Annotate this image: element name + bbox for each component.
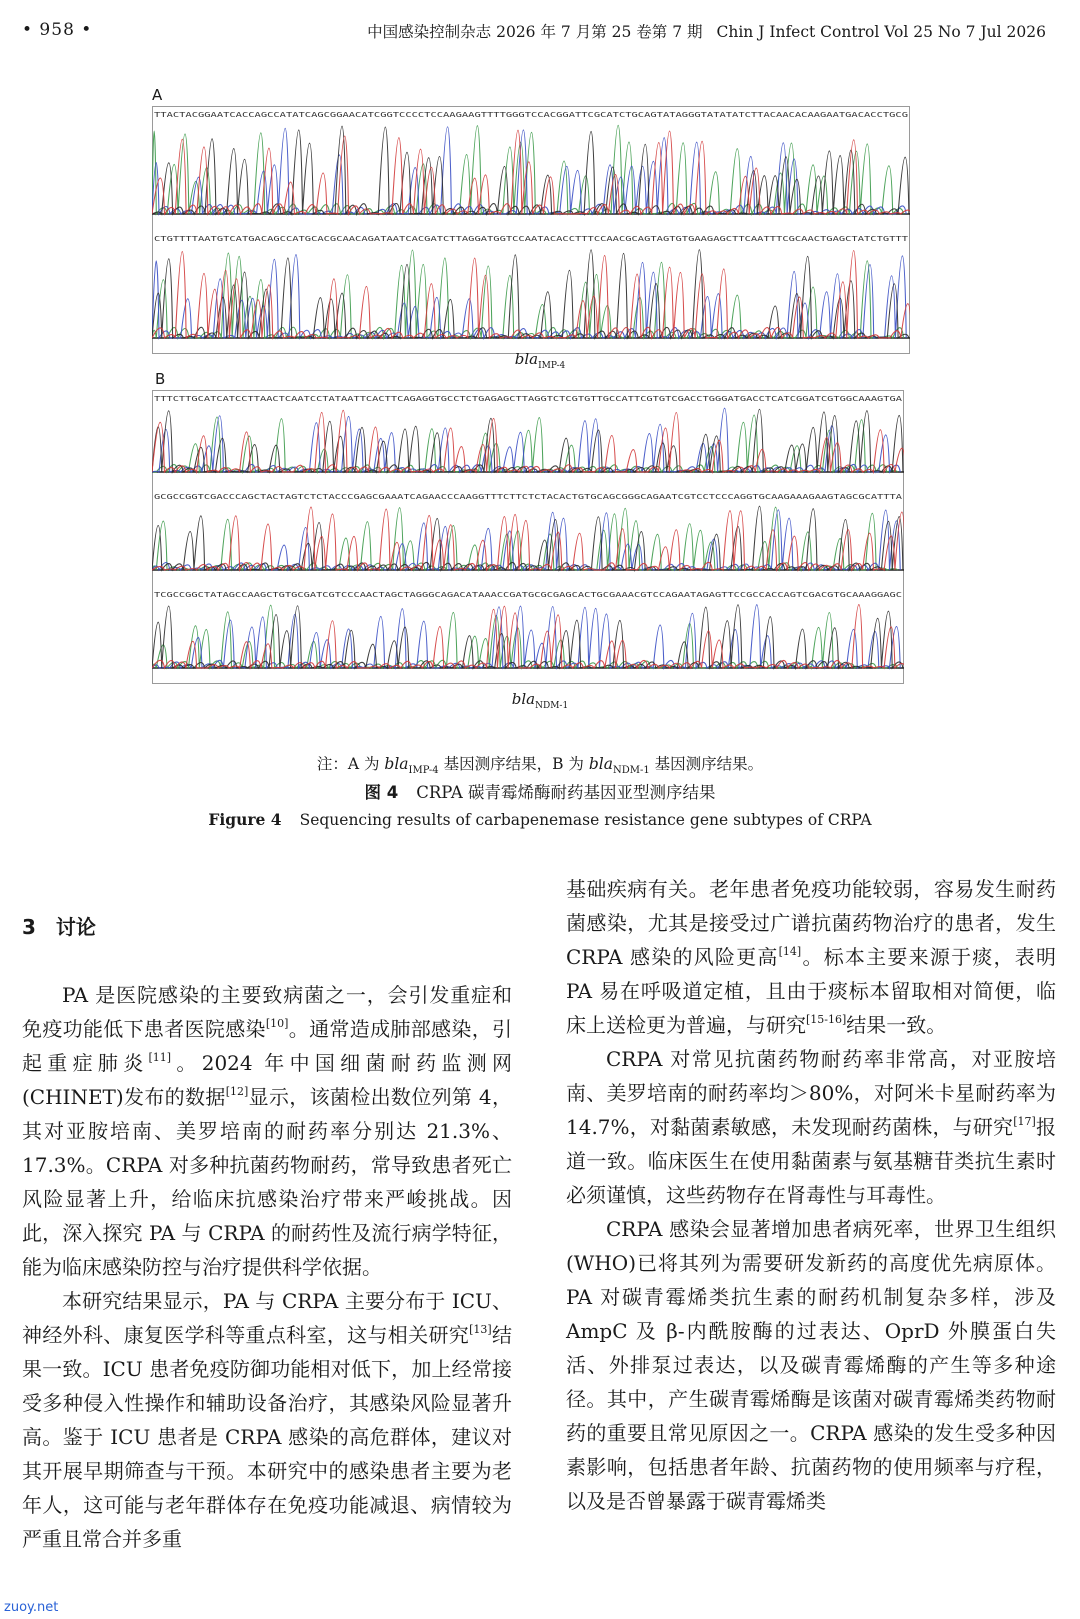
panel-b-gene-label: bla$_{NDM-1}$ <box>511 690 569 711</box>
paragraph: CRPA 感染会显著增加患者病死率，世界卫生组织(WHO)已将其列为需要研发新药的高度优先病原体。PA 对碳青霉烯类抗生素的耐药机制复杂多样，涉及 AmpC 及 β-内酰胺酶的过表达、OprD 外膜蛋白失活、外排泵过表达，以及碳青霉烯酶的产生等多种途径。其中，产生碳青霉烯酶是该菌对碳青霉烯类药物耐药的重要且常见原因之一。CRPA 感染的发生受多种因素影响，包括患者年龄、抗菌药物的使用频率与疗程，以及是否曾暴露于碳青霉烯类 <box>566 1217 1056 1513</box>
base-call-strip: GCGCCGGTCGACCCAGCTACTAGTCTCTACCCGAGCGAAATCAGAACCCAAGGTTTCTTCTCTACACTGTGCAGCGGGCAGAATCGTCCTCCCAGGTGCAAGAAAGAAGTAGCGCATTTA <box>154 493 904 501</box>
citation: [10] <box>265 1017 289 1030</box>
panel-b-chromatogram <box>152 390 904 684</box>
base-call-strip: TTTCTTGCATCATCCTTAACTCAATCCTATAATTCACTTCAGAGGTGCCTCTGAGAGCTTAGGTCTCGTGTTGCCATTCGTGTCGACCTGGGATGACCTCATCGGATCGTGGCAAAGTGA <box>154 395 904 403</box>
panel-a-chromatogram <box>152 106 910 354</box>
page-number: • 958 • <box>22 20 93 40</box>
base-call-strip: TTACTACGGAATCACCAGCCATATCAGCGGAACATCGGTCCCCTCCAAGAAGTTTTGGGTCCACGGATTCGCATCTGCAGTATAGGGTATATATCTTACAACACAAGAATGACACCTGCG <box>154 111 908 119</box>
citation: [14] <box>778 945 802 958</box>
panel-a-gene-label: bla$_{IMP-4}$ <box>514 350 566 371</box>
citation: [17] <box>1013 1115 1036 1128</box>
figure-caption-zh: 图 4 CRPA 碳青霉烯酶耐药基因亚型测序结果 <box>364 783 716 802</box>
section-heading: 3 讨论 <box>22 915 96 939</box>
citation: [13] <box>469 1323 492 1336</box>
journal-citation-en: Chin J Infect Control Vol 25 No 7 Jul 2026 <box>716 23 1046 41</box>
left-column <box>22 910 512 1556</box>
panel-b-label: B <box>155 370 166 388</box>
panel-a-label: A <box>152 86 163 104</box>
citation: [15-16] <box>806 1013 847 1026</box>
base-call-strip: CTGTTTTAATGTCATGACAGCCATGCACGCAACAGATAATCACGATCTTAGGATGGTCCAATACACCTTTCCAACGCAGTAGTGTGAAGAGCTTCAATTTCGCAACTGAGCTATCTGTTT <box>154 235 910 243</box>
figure-note: 注：A 为 bla$_{IMP-4}$ 基因测序结果，B 为 bla$_{NDM-1}$ 基因测序结果。 <box>316 755 764 777</box>
watermark: zuoy.net <box>4 1600 59 1615</box>
citation: [11] <box>148 1051 172 1064</box>
journal-citation-zh: 中国感染控制杂志 2026 年 7 月第 25 卷第 7 期 <box>367 23 703 41</box>
base-call-strip: TCGCCGGCTATAGCCAAGCTGTGCGATCGTCCCAACTAGCTAGGGCAGACATAAACCGATGCGCGAGCACTGCGAAACGTCCAGAATAGAGTTCCGCCACCAGTCGACGTGCAAAGGAGC <box>154 591 902 599</box>
right-column <box>566 872 1056 1518</box>
paragraph: 本研究结果显示，PA 与 CRPA 主要分布于 ICU、神经外科、康复医学科等重点科室，这与相关研究[13]结果一致。ICU 患者免疫防御功能相对低下，加上经常接受多种侵入性操作和辅助设备治疗，其感染风险显著升高。鉴于 ICU 患者是 CRPA 感染的高危群体，建议对其开展早期筛查与干预。本研究中的感染患者主要为老年人，这可能与老年群体存在免疫功能减退、病情较为严重且常合并多重 <box>22 1289 513 1551</box>
paragraph: PA 是医院感染的主要致病菌之一，会引发重症和免疫功能低下患者医院感染[10]。通常造成肺部感染，引起重症肺炎[11]。2024 年中国细菌耐药监测网(CHINET)发布的数据[12]显示，该菌检出数位列第 4，其对亚胺培南、美罗培南的耐药率分别达 21.3%、17.3%。CRPA 对多种抗菌药物耐药，常导致患者死亡风险显著上升，给临床抗感染治疗带来严峻挑战。因此，深入探究 PA 与 CRPA 的耐药性及流行病学特征，能为临床感染防控与治疗提供科学依据。 <box>22 983 513 1279</box>
paragraph: 基础疾病有关。老年患者免疫功能较弱，容易发生耐药菌感染，尤其是接受过广谱抗菌药物治疗的患者，发生 CRPA 感染的风险更高[14]。标本主要来源于痰，表明 PA 易在呼吸道定植，且由于痰标本留取相对简便，临床上送检更为普遍，与研究[15-16]结果一致。 <box>566 877 1056 1037</box>
citation: [12] <box>225 1085 249 1098</box>
figure-caption-en: Figure 4 Sequencing results of carbapenemase resistance gene subtypes of CRPA <box>208 810 872 829</box>
paragraph: CRPA 对常见抗菌药物耐药率非常高，对亚胺培南、美罗培南的耐药率均＞80%，对阿米卡星耐药率为 14.7%，对黏菌素敏感，未发现耐药菌株，与研究[17]报道一致。临床医生在使用黏菌素与氨基糖苷类抗生素时必须谨慎，这些药物存在肾毒性与耳毒性。 <box>566 1047 1056 1207</box>
